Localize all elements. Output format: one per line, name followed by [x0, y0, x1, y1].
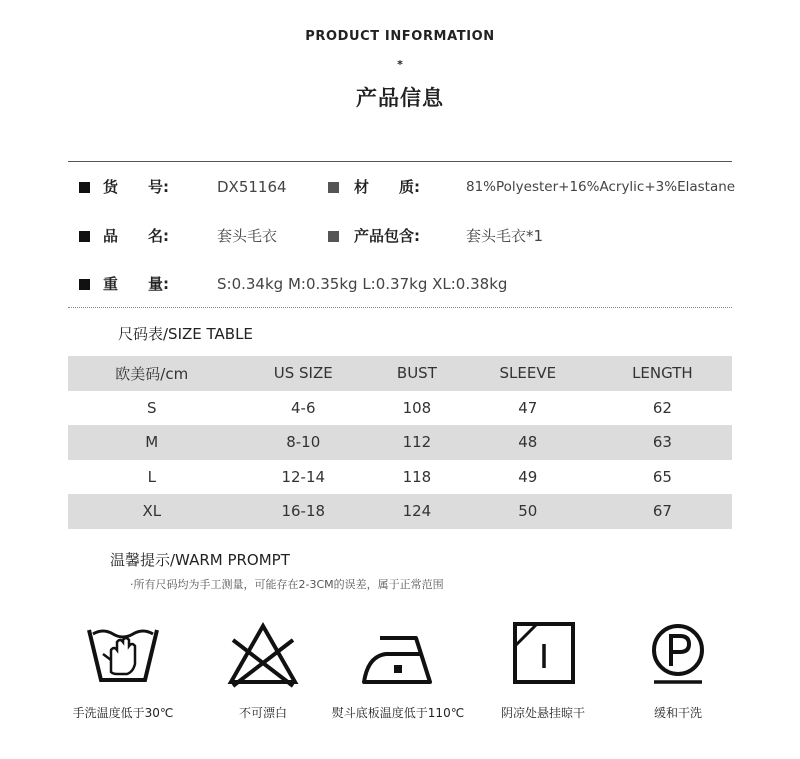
table-row [68, 494, 732, 529]
table-cell: 48 [463, 425, 593, 460]
item-no-label: 货 号: [103, 178, 169, 196]
table-cell: 67 [593, 494, 732, 529]
table-header-row [68, 356, 732, 391]
column-header: 欧美码/cm [68, 356, 236, 391]
table-cell: 108 [402, 398, 432, 417]
table-row [68, 425, 732, 460]
care-item-iron [323, 620, 473, 721]
table-cell: 65 [652, 467, 672, 486]
material-label: 材 质: [354, 178, 420, 196]
column-header: US SIZE [236, 356, 371, 391]
name-value: 套头毛衣 [217, 227, 278, 245]
info-row-1 [0, 175, 800, 199]
care-label: 手洗温度低于30℃ [72, 706, 174, 720]
table-cell: 49 [518, 467, 538, 486]
table-cell: L [147, 467, 156, 486]
care-item-shade-dry [468, 620, 618, 721]
column-header: SLEEVE [463, 356, 593, 391]
header-dot: * [397, 58, 403, 71]
table-cell: 118 [402, 467, 432, 486]
header-divider [68, 161, 732, 162]
column-header: BUST [371, 356, 463, 391]
size-table [68, 356, 732, 529]
table-cell: 16-18 [236, 494, 371, 529]
table-cell: XL [68, 494, 236, 529]
table-cell: 112 [371, 425, 463, 460]
item-no-value: DX51164 [217, 178, 287, 196]
table-cell: 124 [371, 494, 463, 529]
column-header: LENGTH [593, 356, 732, 391]
care-label: 阴凉处悬挂晾干 [500, 706, 585, 720]
package-value: 套头毛衣*1 [466, 227, 544, 245]
weight-value: S:0.34kg M:0.35kg L:0.37kg XL:0.38kg [217, 275, 508, 293]
package-label: 产品包含: [354, 227, 420, 245]
header-title-cn: 产品信息 [356, 86, 444, 110]
care-label: 熨斗底板温度低于110℃ [331, 706, 465, 720]
table-cell: 47 [518, 398, 538, 417]
iron-icon [358, 620, 438, 688]
table-cell: 12-14 [281, 467, 326, 486]
table-row [68, 460, 732, 495]
care-label: 缓和干洗 [653, 706, 702, 720]
bullet-square-icon [328, 231, 339, 242]
hand-wash-icon [83, 620, 163, 688]
bullet-square-icon [79, 279, 90, 290]
info-row-2 [0, 224, 800, 248]
bullet-square-icon [328, 182, 339, 193]
bullet-square-icon [79, 182, 90, 193]
dry-clean-p-icon [638, 620, 718, 688]
care-item-no-bleach [188, 620, 338, 721]
care-label: 不可漂白 [238, 706, 287, 720]
table-cell: 63 [593, 425, 732, 460]
bullet-square-icon [79, 231, 90, 242]
table-cell: 50 [463, 494, 593, 529]
name-label: 品 名: [103, 227, 169, 245]
table-cell: M [68, 425, 236, 460]
care-item-hand-wash [48, 620, 198, 721]
table-cell: 4-6 [291, 398, 316, 417]
info-divider [68, 307, 732, 308]
table-cell: S [146, 398, 157, 417]
weight-label: 重 量: [103, 275, 169, 293]
header-title-en: PRODUCT INFORMATION [305, 29, 495, 44]
table-cell: 8-10 [236, 425, 371, 460]
table-cell: 62 [652, 398, 672, 417]
warm-prompt-title: 温馨提示/WARM PROMPT [110, 551, 290, 569]
care-item-dry-clean [603, 620, 753, 721]
table-row [68, 391, 732, 426]
material-value: 81%Polyester+16%Acrylic+3%Elastane [466, 179, 736, 195]
no-bleach-icon [223, 620, 303, 688]
info-row-3 [0, 272, 800, 296]
shade-dry-icon [503, 620, 583, 688]
size-table-title: 尺码表/SIZE TABLE [118, 325, 253, 343]
warm-prompt-note: ·所有尺码均为手工测量，可能存在2-3CM的误差，属于正常范围 [130, 578, 444, 591]
